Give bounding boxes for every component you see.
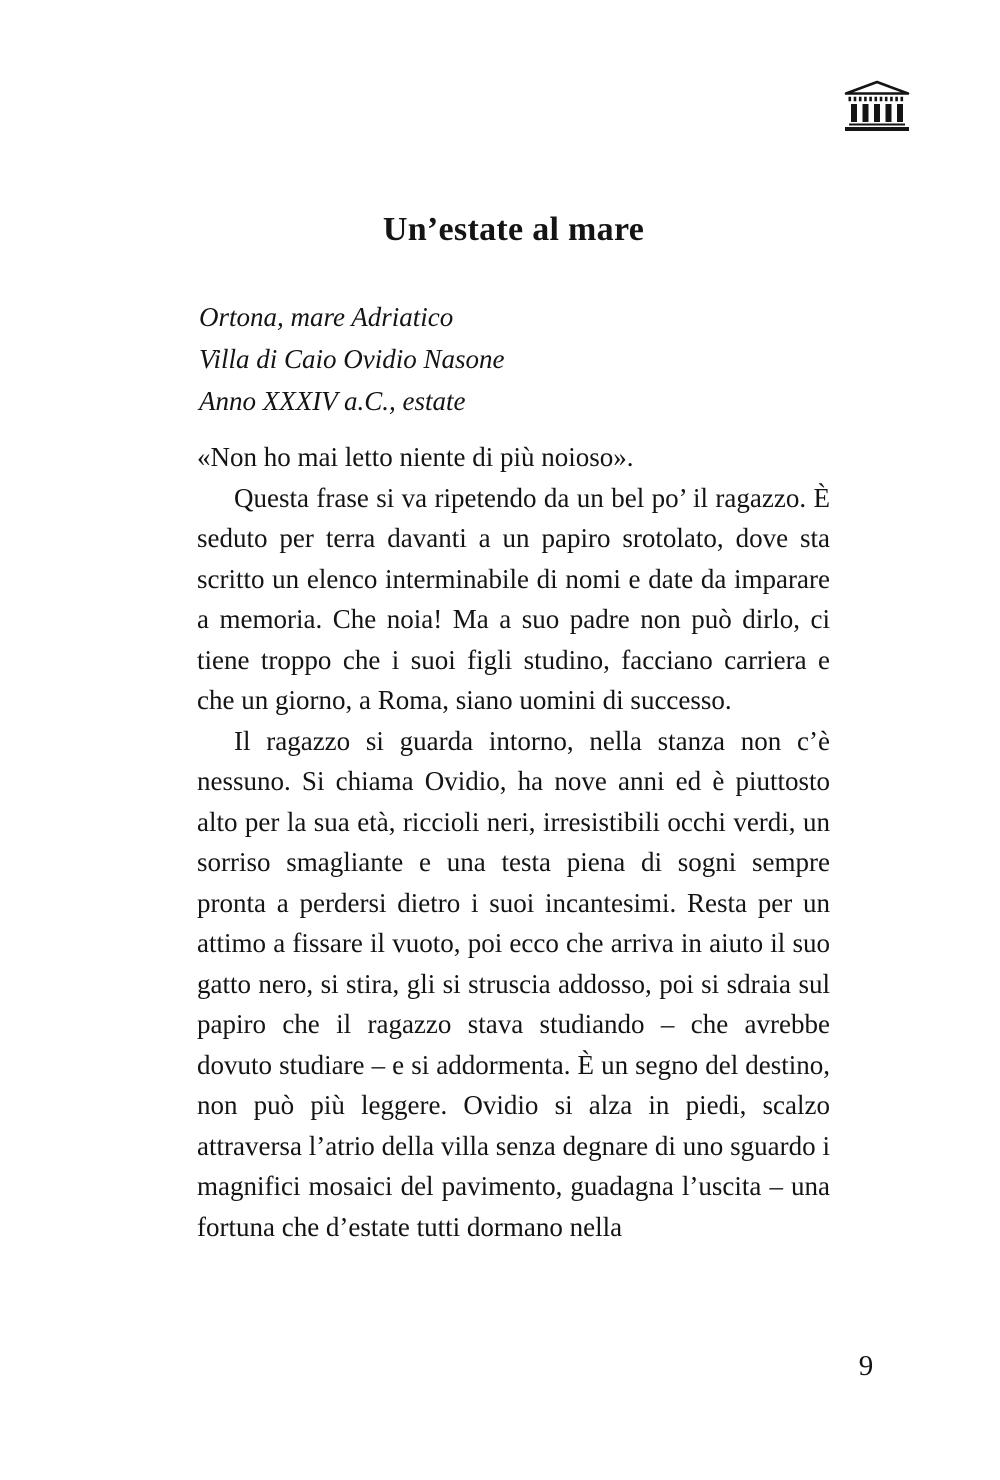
paragraph: Questa frase si va ripetendo da un bel po’ il ragazzo. È seduto per terra davanti a un papiro srotolato, dove sta scritto un elenco interminabile di nomi e date da imparare a memoria. Che noia! Ma a suo padre non può dirlo, ci tiene troppo che i suoi figli studino, facciano carriera e che un giorno, a Roma, siano uomini di successo. bbox=[197, 482, 830, 715]
epigraph-line: Ortona, mare Adriatico bbox=[199, 302, 454, 332]
paragraph: Il ragazzo si guarda intorno, nella stanza non c’è nessuno. Si chiama Ovidio, ha nove anni ed è piuttosto alto per la sua età, riccioli neri, irresistibili occhi verdi, un sorriso smagliante e una testa piena di sogni sempre pronta a perdersi dietro i suoi incantesimi. Resta per un attimo a fissare il vuoto, poi ecco che arriva in aiuto il suo gatto nero, si stira, gli si struscia addosso, poi si sdraia sul papiro che il ragazzo stava studiando – che avrebbe dovuto studiare – e si addormenta. È un segno del destino, non può più leggere. Ovidio si alza in piedi, scalzo attraversa l’atrio della villa senza degnare di uno sguardo i magnifici mosaici del pavimento, guadagna l’uscita – una fortuna che d’estate tutti dormano nella bbox=[197, 725, 830, 1242]
paragraph: «Non ho mai letto niente di più noioso». bbox=[197, 442, 634, 472]
epigraph-line: Villa di Caio Ovidio Nasone bbox=[199, 344, 505, 374]
body-text bbox=[197, 437, 830, 1247]
chapter-title: Un’estate al mare bbox=[382, 210, 645, 248]
epigraph-line: Anno XXXIV a.C., estate bbox=[199, 386, 466, 416]
page-number: 9 bbox=[858, 1350, 874, 1382]
epigraph bbox=[199, 296, 832, 422]
temple-icon bbox=[842, 80, 912, 132]
